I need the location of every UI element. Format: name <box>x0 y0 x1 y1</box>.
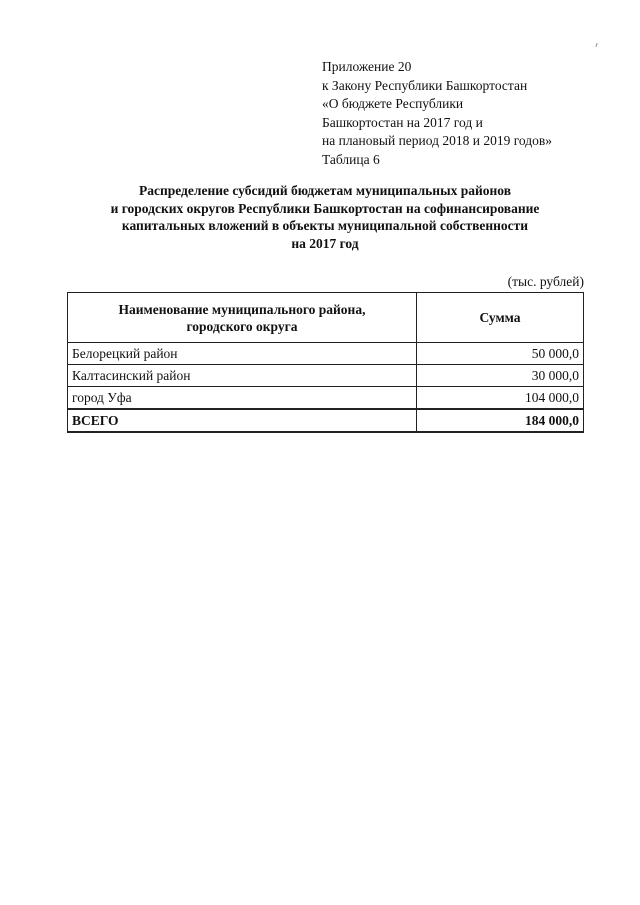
row-name: город Уфа <box>68 387 417 410</box>
table-row <box>68 365 584 387</box>
table-header-row <box>68 293 584 343</box>
row-amount: 50 000,0 <box>417 343 584 365</box>
scan-mark <box>595 43 597 47</box>
appendix-line: «О бюджете Республики <box>322 96 464 112</box>
row-amount: 30 000,0 <box>417 365 584 387</box>
column-header-name-line: городского округа <box>186 318 298 334</box>
row-amount: 104 000,0 <box>417 387 584 410</box>
column-header-name-line: Наименование муниципального района, <box>118 301 366 317</box>
appendix-line: Приложение 20 <box>322 59 412 74</box>
total-label: ВСЕГО <box>68 409 417 432</box>
total-row <box>68 409 584 432</box>
appendix-header <box>322 58 622 170</box>
title-line: на 2017 год <box>291 235 359 251</box>
column-header-name <box>68 293 417 343</box>
title-line: капитальных вложений в объекты муниципальной собственности <box>121 218 529 233</box>
appendix-line: к Закону Республики Башкортостан <box>322 77 528 93</box>
units-note: (тыс. рублей) <box>507 274 584 289</box>
table-row <box>68 387 584 410</box>
subsidy-table <box>67 292 584 433</box>
title-line: и городских округов Республики Башкортостан на софинансирование <box>110 200 540 216</box>
total-amount: 184 000,0 <box>417 409 584 432</box>
row-name: Белорецкий район <box>68 343 417 365</box>
appendix-line: на плановый период 2018 и 2019 годов» <box>322 133 553 149</box>
column-header-amount: Сумма <box>417 293 584 343</box>
table-number: Таблица 6 <box>322 151 380 167</box>
document-title <box>60 182 590 252</box>
appendix-line: Башкортостан на 2017 год и <box>322 114 483 130</box>
row-name: Калтасинский район <box>68 365 417 387</box>
title-line: Распределение субсидий бюджетам муниципальных районов <box>138 183 512 198</box>
table-row <box>68 343 584 365</box>
